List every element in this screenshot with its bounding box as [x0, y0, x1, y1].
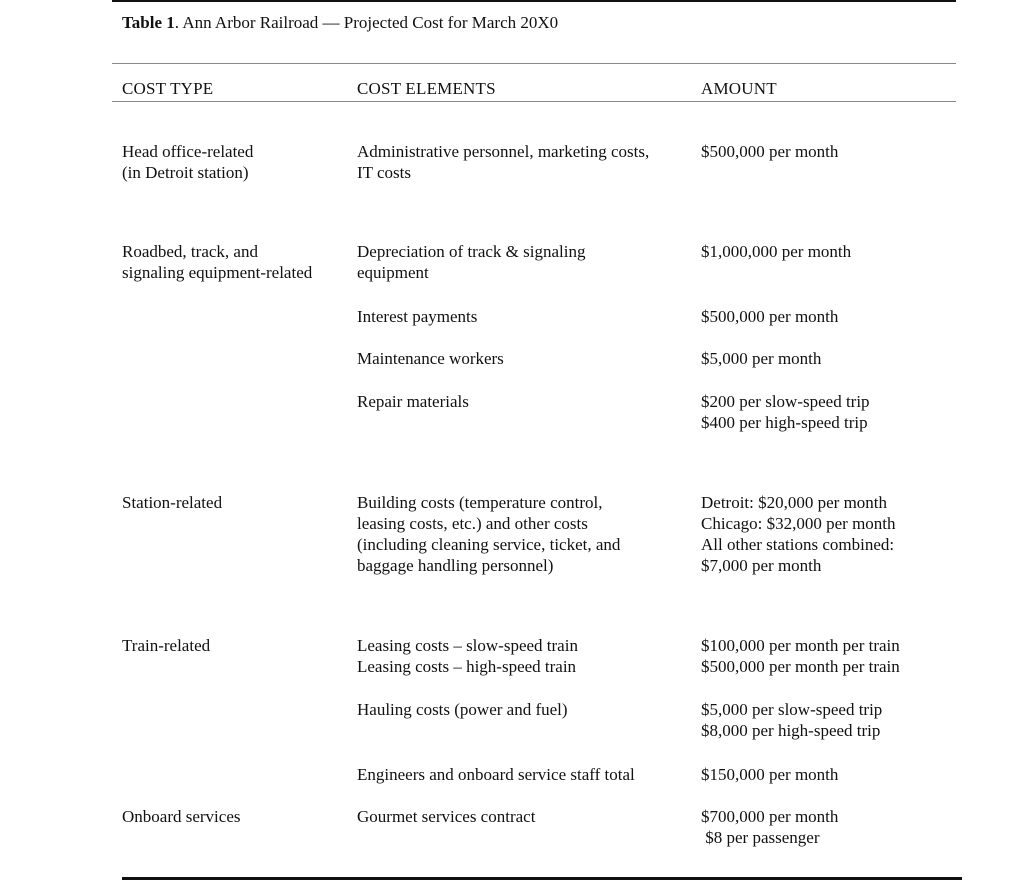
table-bottom-rule: [122, 877, 962, 880]
header-bottom-rule: [112, 101, 956, 102]
row-amount: $150,000 per month: [701, 765, 839, 784]
row-cost-element: Depreciation of track & signaling equipment: [357, 242, 586, 282]
row-cost-element: Administrative personnel, marketing costs, IT costs: [357, 142, 650, 182]
header-cost-elements: COST ELEMENTS: [357, 79, 496, 98]
table-top-rule: [112, 0, 956, 2]
table-caption-label: Table 1: [122, 13, 175, 32]
row-cost-type: Train-related: [122, 636, 211, 655]
row-cost-type: Head office-related (in Detroit station): [122, 142, 254, 182]
row-cost-element: Building costs (temperature control, leasing costs, etc.) and other costs (including cleaning service, ticket, and baggage handling personnel): [357, 493, 621, 575]
row-cost-element: Gourmet services contract: [357, 807, 536, 826]
header-amount: AMOUNT: [701, 79, 777, 98]
header-cost-type: COST TYPE: [122, 79, 214, 98]
row-cost-element: Engineers and onboard service staff total: [357, 765, 635, 784]
row-amount: $1,000,000 per month: [701, 242, 852, 261]
row-cost-element: Leasing costs – slow-speed train Leasing costs – high-speed train: [357, 636, 578, 676]
row-amount: $500,000 per month: [701, 142, 839, 161]
row-cost-type: Roadbed, track, and signaling equipment-related: [122, 242, 313, 282]
row-amount: Detroit: $20,000 per month Chicago: $32,000 per month All other stations combined: $7,000 per month: [701, 493, 896, 575]
row-amount: $500,000 per month: [701, 307, 839, 326]
row-cost-element: Hauling costs (power and fuel): [357, 700, 568, 719]
row-cost-type: Onboard services: [122, 807, 241, 826]
row-amount: $5,000 per month: [701, 349, 822, 368]
row-cost-element: Interest payments: [357, 307, 478, 326]
row-cost-type: Station-related: [122, 493, 223, 512]
row-amount: $5,000 per slow-speed trip $8,000 per high-speed trip: [701, 700, 883, 740]
header-top-rule: [112, 63, 956, 64]
row-amount: $200 per slow-speed trip $400 per high-speed trip: [701, 392, 870, 432]
row-amount: $100,000 per month per train $500,000 per month per train: [701, 636, 900, 676]
table-caption-title: . Ann Arbor Railroad — Projected Cost for March 20X0: [174, 13, 559, 32]
row-amount: $700,000 per month $8 per passenger: [701, 807, 839, 847]
row-cost-element: Maintenance workers: [357, 349, 504, 368]
row-cost-element: Repair materials: [357, 392, 469, 411]
table-caption: [122, 13, 558, 33]
